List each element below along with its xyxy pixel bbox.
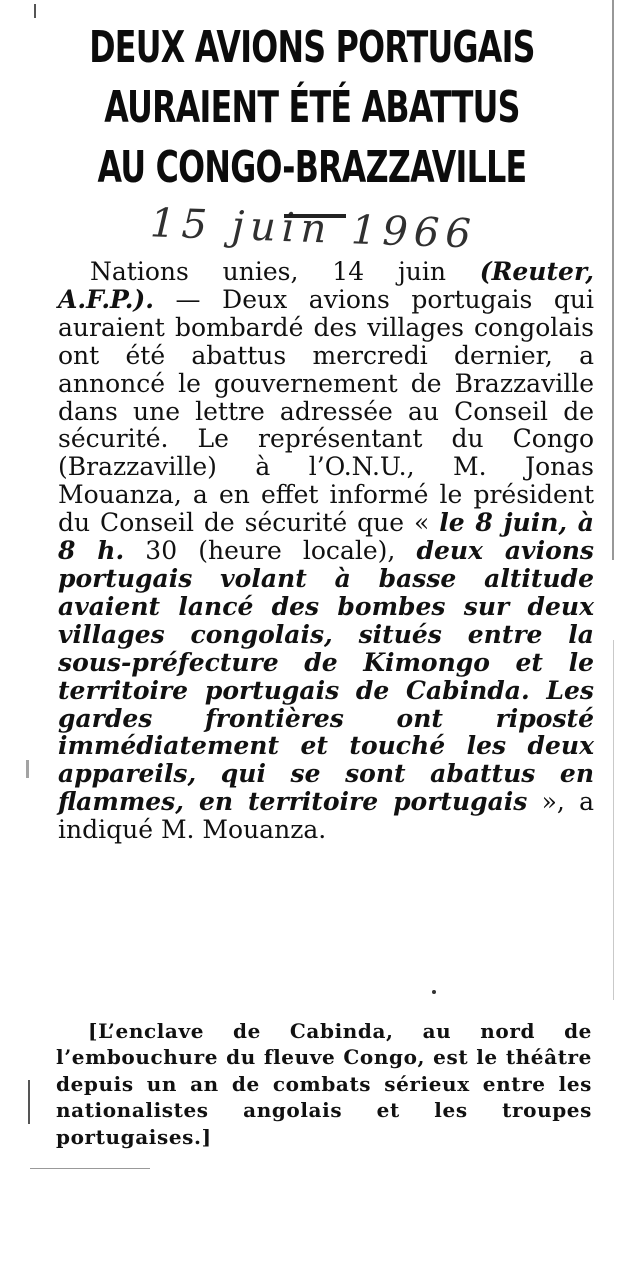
quoted-text: le 8 juin, à 8 h.	[58, 508, 594, 566]
headline-line: AURAIENT ÉTÉ ABATTUS	[104, 82, 520, 133]
scan-edge	[612, 0, 614, 560]
scan-mark	[34, 4, 36, 18]
article-body	[58, 258, 594, 844]
scan-mark	[26, 760, 29, 778]
article-text: », a indiqué M. Mouanza.	[58, 787, 594, 845]
article-text: 30 (heure locale),	[124, 536, 417, 566]
scan-mark	[30, 1168, 150, 1169]
editor-note	[56, 1018, 592, 1150]
dateline: Nations unies, 14 juin	[90, 257, 446, 286]
article-paragraph	[58, 258, 594, 844]
handwritten-date: 15 juin 1966	[149, 200, 478, 258]
scan-speck	[432, 990, 436, 994]
scan-edge	[613, 640, 614, 1000]
headline-line: AU CONGO-BRAZZAVILLE	[97, 142, 527, 193]
headline	[87, 18, 536, 198]
article-text: — Deux avions portugais qui auraient bombardé des villages congolais ont été abattus mercredi dernier, a annoncé le gouvernement de Brazzaville dans une lettre adressée au Conseil de sécurité. Le représentant du Congo (Brazzaville) à l’O.N.U., M. Jonas Mouanza, a en effet informé le président du Conseil de sécurité que «	[58, 284, 594, 538]
quoted-text: deux avions portugais volant à basse altitude avaient lancé des bombes sur deux villages congolais, situés entre la sous-préfecture de Kimongo et le territoire portugais de Cabinda. Les gardes frontières ont riposté immédiatement et touché les deux appareils, qui se sont abattus en flammes, en territoire portugais	[58, 536, 594, 817]
note-text: [L’enclave de Cabinda, au nord de l’embouchure du fleuve Congo, est le théâtre depuis un an de combats sérieux entre les nationalistes angolais et les troupes portugaises.]	[56, 1019, 592, 1149]
headline-line: DEUX AVIONS PORTUGAIS	[89, 22, 535, 73]
news-source: (Reuter, A.F.P.).	[58, 257, 594, 314]
scan-mark	[28, 1080, 30, 1124]
